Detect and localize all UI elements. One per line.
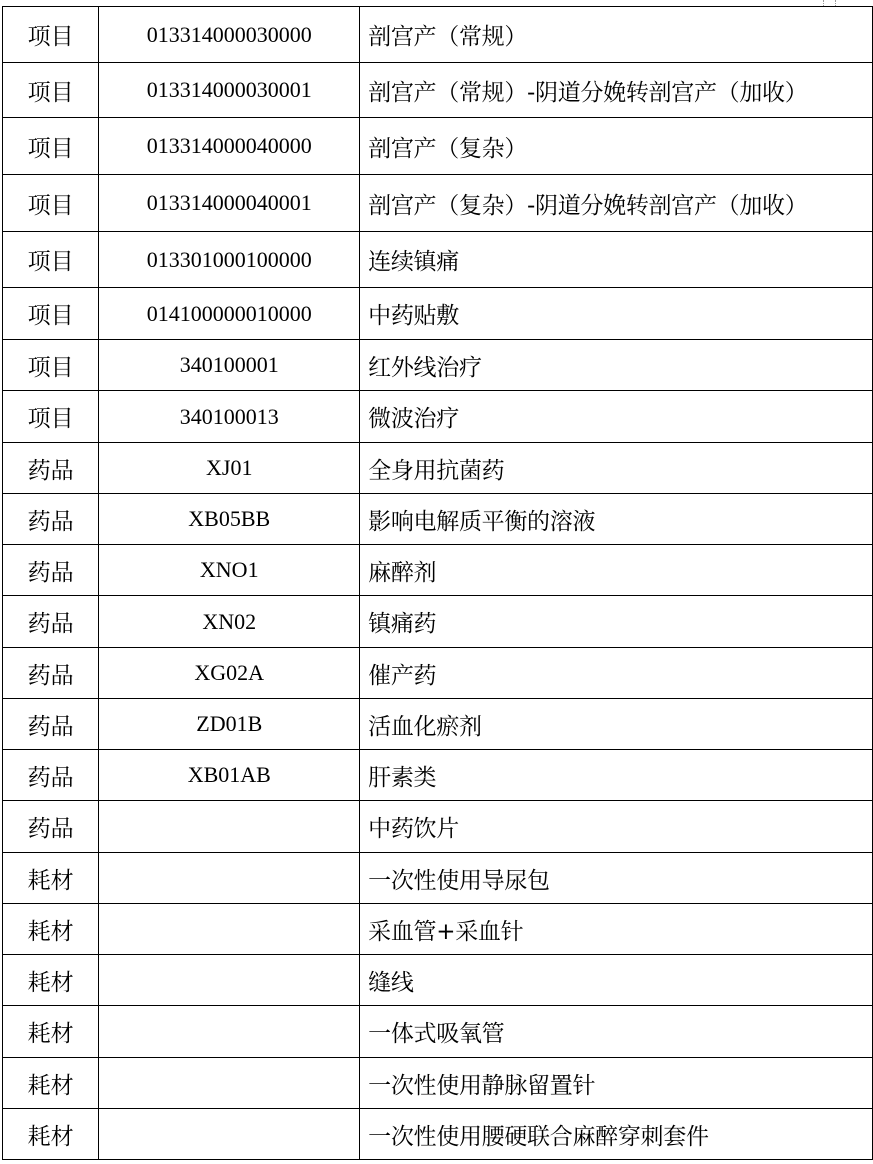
name-cell: 一体式吸氧管 bbox=[360, 1006, 873, 1058]
name-cell: 剖宫产（常规） bbox=[360, 7, 873, 63]
category-cell: 项目 bbox=[3, 288, 99, 340]
table-row bbox=[3, 596, 873, 648]
name-cell: 中药饮片 bbox=[360, 801, 873, 853]
code-cell: 340100001 bbox=[99, 340, 360, 391]
category-cell: 耗材 bbox=[3, 1058, 99, 1109]
table-row bbox=[3, 750, 873, 801]
code-cell bbox=[99, 1058, 360, 1109]
category-cell: 项目 bbox=[3, 63, 99, 118]
code-cell: XB01AB bbox=[99, 750, 360, 801]
table-row bbox=[3, 494, 873, 545]
table-row bbox=[3, 955, 873, 1006]
name-cell: 一次性使用腰硬联合麻醉穿刺套件 bbox=[360, 1109, 873, 1160]
table-row bbox=[3, 340, 873, 391]
category-cell: 药品 bbox=[3, 750, 99, 801]
table-row bbox=[3, 7, 873, 63]
code-cell bbox=[99, 1006, 360, 1058]
table-row bbox=[3, 391, 873, 443]
table-row bbox=[3, 175, 873, 232]
table-row bbox=[3, 1006, 873, 1058]
name-cell: 全身用抗菌药 bbox=[360, 443, 873, 494]
table-row bbox=[3, 288, 873, 340]
category-cell: 项目 bbox=[3, 391, 99, 443]
code-cell bbox=[99, 904, 360, 955]
table-row bbox=[3, 1109, 873, 1160]
name-cell: 剖宫产（复杂） bbox=[360, 118, 873, 175]
category-cell: 药品 bbox=[3, 494, 99, 545]
table-row bbox=[3, 545, 873, 596]
name-cell: 采血管+采血针 bbox=[360, 904, 873, 955]
table-body bbox=[3, 7, 873, 1160]
code-cell bbox=[99, 955, 360, 1006]
name-cell: 活血化瘀剂 bbox=[360, 699, 873, 750]
category-cell: 项目 bbox=[3, 340, 99, 391]
category-cell: 耗材 bbox=[3, 904, 99, 955]
table-row bbox=[3, 801, 873, 853]
name-cell: 肝素类 bbox=[360, 750, 873, 801]
category-cell: 药品 bbox=[3, 699, 99, 750]
category-cell: 项目 bbox=[3, 118, 99, 175]
category-cell: 药品 bbox=[3, 801, 99, 853]
category-cell: 项目 bbox=[3, 175, 99, 232]
table-row bbox=[3, 699, 873, 750]
table-row bbox=[3, 1058, 873, 1109]
document-page bbox=[2, 6, 873, 1160]
category-cell: 药品 bbox=[3, 545, 99, 596]
code-cell: 013301000100000 bbox=[99, 232, 360, 288]
name-cell: 红外线治疗 bbox=[360, 340, 873, 391]
code-cell: XN02 bbox=[99, 596, 360, 648]
item-code-table bbox=[2, 6, 873, 1160]
name-cell: 催产药 bbox=[360, 648, 873, 699]
category-cell: 耗材 bbox=[3, 1006, 99, 1058]
category-cell: 耗材 bbox=[3, 955, 99, 1006]
name-cell: 影响电解质平衡的溶液 bbox=[360, 494, 873, 545]
code-cell: XNO1 bbox=[99, 545, 360, 596]
table-row bbox=[3, 904, 873, 955]
category-cell: 药品 bbox=[3, 443, 99, 494]
code-cell: 013314000030000 bbox=[99, 7, 360, 63]
code-cell: XJ01 bbox=[99, 443, 360, 494]
category-cell: 耗材 bbox=[3, 853, 99, 904]
category-cell: 项目 bbox=[3, 7, 99, 63]
code-cell bbox=[99, 801, 360, 853]
table-row bbox=[3, 443, 873, 494]
name-cell: 连续镇痛 bbox=[360, 232, 873, 288]
code-cell: ZD01B bbox=[99, 699, 360, 750]
table-row bbox=[3, 118, 873, 175]
code-cell bbox=[99, 1109, 360, 1160]
code-cell: XG02A bbox=[99, 648, 360, 699]
name-cell: 剖宫产（复杂）-阴道分娩转剖宫产（加收） bbox=[360, 175, 873, 232]
name-cell: 剖宫产（常规）-阴道分娩转剖宫产（加收） bbox=[360, 63, 873, 118]
code-cell: 013314000030001 bbox=[99, 63, 360, 118]
code-cell: XB05BB bbox=[99, 494, 360, 545]
category-cell: 药品 bbox=[3, 648, 99, 699]
name-cell: 镇痛药 bbox=[360, 596, 873, 648]
code-cell: 013314000040000 bbox=[99, 118, 360, 175]
name-cell: 一次性使用导尿包 bbox=[360, 853, 873, 904]
code-cell bbox=[99, 853, 360, 904]
name-cell: 缝线 bbox=[360, 955, 873, 1006]
name-cell: 中药贴敷 bbox=[360, 288, 873, 340]
name-cell: 麻醉剂 bbox=[360, 545, 873, 596]
table-row bbox=[3, 232, 873, 288]
table-row bbox=[3, 63, 873, 118]
table-row bbox=[3, 648, 873, 699]
table-row bbox=[3, 853, 873, 904]
category-cell: 项目 bbox=[3, 232, 99, 288]
category-cell: 耗材 bbox=[3, 1109, 99, 1160]
code-cell: 340100013 bbox=[99, 391, 360, 443]
code-cell: 014100000010000 bbox=[99, 288, 360, 340]
code-cell: 013314000040001 bbox=[99, 175, 360, 232]
name-cell: 微波治疗 bbox=[360, 391, 873, 443]
name-cell: 一次性使用静脉留置针 bbox=[360, 1058, 873, 1109]
category-cell: 药品 bbox=[3, 596, 99, 648]
